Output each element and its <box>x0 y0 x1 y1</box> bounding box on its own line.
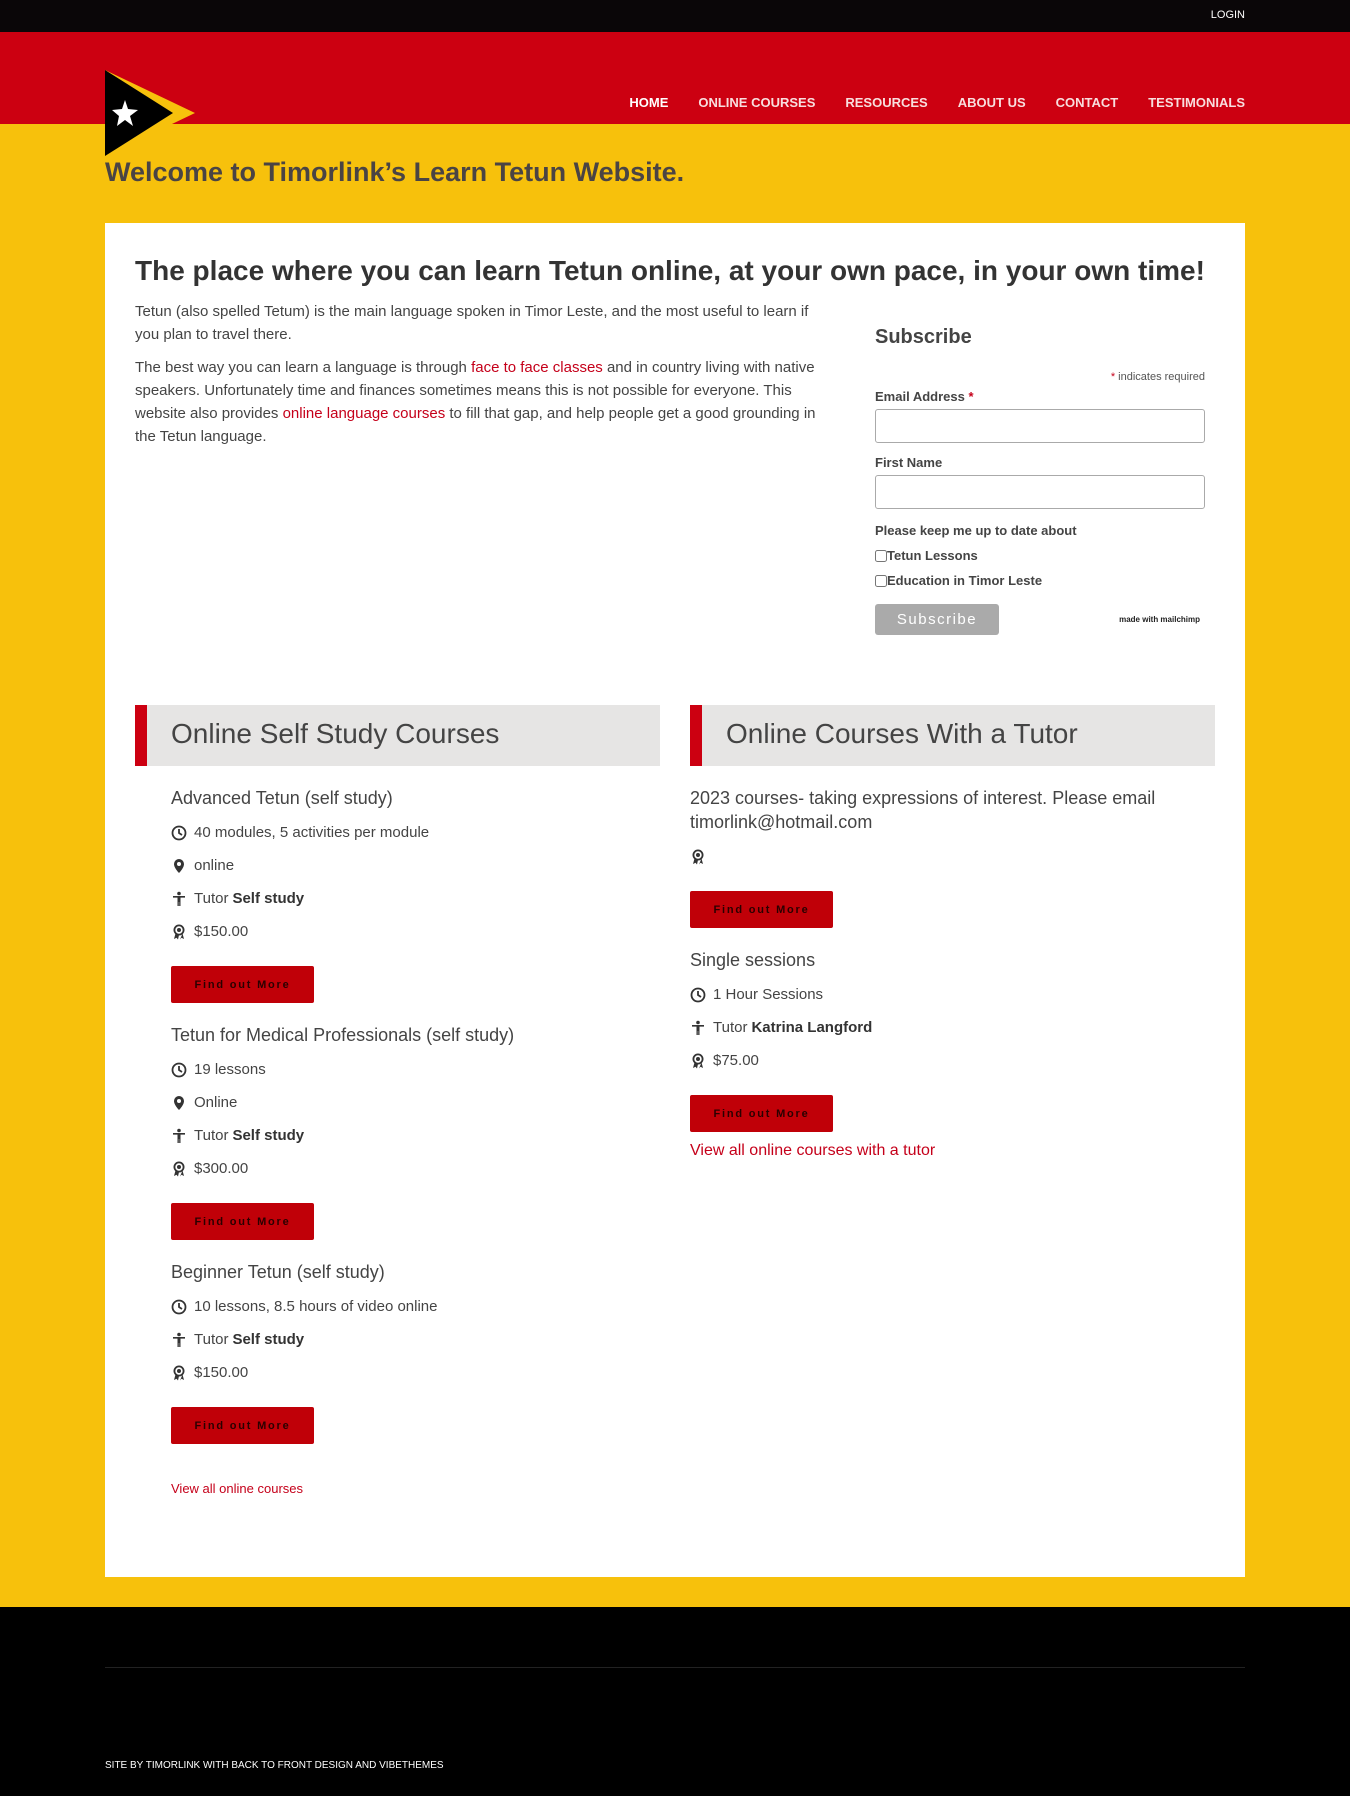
tutor-name: Katrina Langford <box>751 1019 873 1036</box>
award-icon <box>690 1053 706 1069</box>
award-icon <box>690 849 706 865</box>
course-duration: 1 Hour Sessions <box>713 986 824 1003</box>
footer-divider <box>105 1667 1245 1668</box>
view-all-tutor-courses-link[interactable]: View all online courses with a tutor <box>690 1142 936 1159</box>
find-out-more-button[interactable]: Find out More <box>171 966 314 1003</box>
first-name-input[interactable] <box>875 475 1205 509</box>
find-out-more-button[interactable]: Find out More <box>171 1407 314 1444</box>
required-note: * indicates required <box>1110 371 1205 383</box>
course-item <box>690 786 1215 928</box>
tutor-label: Tutor <box>194 890 229 907</box>
subscribe-form <box>875 326 1205 635</box>
interests-label: Please keep me up to date about <box>875 523 1077 538</box>
education-checkbox[interactable] <box>875 575 887 587</box>
email-label: Email Address * <box>875 389 974 404</box>
course-title: Single sessions <box>690 950 816 970</box>
course-price: $75.00 <box>713 1052 759 1069</box>
clock-icon <box>171 1062 187 1078</box>
person-icon <box>171 1128 187 1144</box>
person-icon <box>171 1332 187 1348</box>
course-price: $150.00 <box>194 923 249 940</box>
tutor-heading: Online Courses With a Tutor <box>690 705 1215 766</box>
course-title: Tetun for Medical Professionals (self study) <box>171 1025 515 1045</box>
online-courses-link[interactable]: online language courses <box>282 405 446 422</box>
view-all-online-courses-link[interactable]: View all online courses <box>171 1481 303 1496</box>
course-price: $300.00 <box>194 1160 249 1177</box>
find-out-more-button[interactable]: Find out More <box>690 1095 833 1132</box>
intro-paragraph-2: The best way you can learn a language is through face to face classes and in country living with native speakers. Unfortunately time and finances sometimes means this is not possible for everyone. This website also provides online language courses to fill that gap, and help people get a good grounding in the Tetun language. <box>135 359 816 445</box>
timor-flag-logo[interactable] <box>105 70 195 156</box>
person-icon <box>171 891 187 907</box>
tetun-lessons-option[interactable]: Tetun Lessons <box>875 548 1205 563</box>
login-link[interactable]: LOGIN <box>1210 9 1245 21</box>
course-title: Advanced Tetun (self study) <box>171 788 393 808</box>
content-card <box>105 223 1245 1577</box>
intro-text <box>135 300 835 458</box>
find-out-more-button[interactable]: Find out More <box>690 891 833 928</box>
tutor-label: Tutor <box>194 1331 229 1348</box>
subscribe-button[interactable]: Subscribe <box>875 604 999 635</box>
clock-icon <box>690 987 706 1003</box>
hero-heading: The place where you can learn Tetun online, at your own pace, in your own time! <box>135 255 1205 286</box>
nav-home[interactable]: HOME <box>629 95 669 110</box>
intro-paragraph-1: Tetun (also spelled Tetum) is the main language spoken in Timor Leste, and the most useful to learn if you plan to travel there. <box>135 303 809 343</box>
course-item <box>171 1023 660 1240</box>
course-duration: 40 modules, 5 activities per module <box>194 824 430 841</box>
tutor-name: Self study <box>232 1127 305 1144</box>
tutor-section <box>690 705 1215 1160</box>
clock-icon <box>171 825 187 841</box>
award-icon <box>171 1365 187 1381</box>
nav-online-courses[interactable]: ONLINE COURSES <box>698 95 816 110</box>
location-pin-icon <box>171 1095 187 1111</box>
site-footer <box>0 1607 1350 1796</box>
award-icon <box>171 924 187 940</box>
course-duration: 19 lessons <box>194 1061 266 1078</box>
course-location: Online <box>194 1094 238 1111</box>
education-option[interactable]: Education in Timor Leste <box>875 573 1205 588</box>
nav-resources[interactable]: RESOURCES <box>845 95 928 110</box>
course-duration: 10 lessons, 8.5 hours of video online <box>194 1298 438 1315</box>
find-out-more-button[interactable]: Find out More <box>171 1203 314 1240</box>
first-name-label: First Name <box>875 455 943 470</box>
page-title: Welcome to Timorlink’s Learn Tetun Website. <box>105 157 685 187</box>
tetun-lessons-checkbox[interactable] <box>875 550 887 562</box>
location-pin-icon <box>171 858 187 874</box>
main-nav <box>629 95 1245 110</box>
course-title: 2023 courses- taking expressions of interest. Please email timorlink@hotmail.com <box>690 788 1156 832</box>
site-header <box>0 32 1350 124</box>
face-to-face-link[interactable]: face to face classes <box>471 359 603 376</box>
course-item <box>690 948 1215 1132</box>
course-title: Beginner Tetun (self study) <box>171 1262 385 1282</box>
top-bar <box>0 0 1350 32</box>
nav-testimonials[interactable]: TESTIMONIALS <box>1148 95 1245 110</box>
nav-about-us[interactable]: ABOUT US <box>957 95 1026 110</box>
course-location: online <box>194 857 235 874</box>
person-icon <box>690 1020 706 1036</box>
tutor-label: Tutor <box>194 1127 229 1144</box>
tutor-label: Tutor <box>713 1019 748 1036</box>
nav-contact[interactable]: CONTACT <box>1055 95 1119 110</box>
course-item <box>171 786 660 1003</box>
award-icon <box>171 1161 187 1177</box>
email-input[interactable] <box>875 409 1205 443</box>
subscribe-title: Subscribe <box>875 326 972 348</box>
clock-icon <box>171 1299 187 1315</box>
course-price: $150.00 <box>194 1364 249 1381</box>
self-study-heading: Online Self Study Courses <box>135 705 660 766</box>
mailchimp-badge[interactable]: made with mailchimp <box>1119 615 1200 624</box>
tutor-name: Self study <box>232 890 305 907</box>
self-study-section <box>135 705 660 1498</box>
tutor-name: Self study <box>232 1331 305 1348</box>
footer-credit: SITE BY TIMORLINK WITH BACK TO FRONT DESIGN AND VIBETHEMES <box>105 1760 444 1771</box>
course-item <box>171 1260 660 1444</box>
